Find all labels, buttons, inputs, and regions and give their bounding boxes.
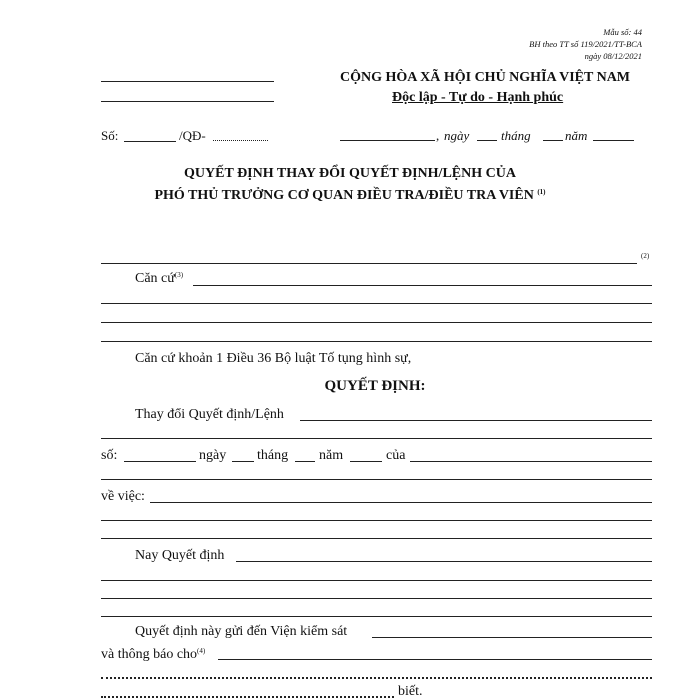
agency-line-2 <box>101 101 274 102</box>
so-decision-blank <box>124 461 196 462</box>
nay-qd-label: Nay Quyết định <box>135 548 225 563</box>
doc-title-line-1: QUYẾT ĐỊNH THAY ĐỔI QUYẾT ĐỊNH/LỆNH CỦA <box>184 166 516 181</box>
cua-blank <box>410 461 652 462</box>
ve-viec-line-2 <box>101 520 652 521</box>
send-to-line <box>372 637 652 638</box>
can-cu-line-1 <box>193 285 652 286</box>
change-line-1 <box>300 420 652 421</box>
nay-qd-line-1 <box>236 561 652 562</box>
send-to-label: Quyết định này gửi đến Viện kiểm sát <box>135 624 348 639</box>
nay-qd-line-4 <box>101 616 652 617</box>
notify-label <box>101 647 205 663</box>
notify-text: và thông báo cho <box>101 647 198 662</box>
nation-title: CỘNG HÒA XÃ HỘI CHỦ NGHĨA VIỆT NAM <box>340 70 631 85</box>
can-cu-label <box>135 271 183 287</box>
cua-line-2 <box>101 479 652 480</box>
form-issued-by: BH theo TT số 119/2021/TT-BCA <box>529 39 642 49</box>
cua-label: của <box>386 448 406 463</box>
ngay-label: ngày <box>444 128 470 143</box>
nam-decision-label: năm <box>319 448 344 463</box>
agency-line-1 <box>101 81 274 82</box>
form-code: Mẫu số: 44 <box>603 27 642 37</box>
can-cu-line-2 <box>101 303 652 304</box>
ve-viec-line-3 <box>101 538 652 539</box>
so-blank <box>124 141 176 142</box>
thang-decision-blank <box>295 461 315 462</box>
notify-line <box>218 659 652 660</box>
qd-blank <box>213 140 268 141</box>
nam-label: năm <box>565 128 588 143</box>
place-blank <box>340 140 435 141</box>
ngay-decision-label: ngày <box>199 448 227 463</box>
so-decision-label: số: <box>101 448 118 463</box>
notify-dotted-1 <box>101 677 652 679</box>
biet-label: biết. <box>398 684 423 699</box>
nam-decision-blank <box>350 461 382 462</box>
motto: Độc lập - Tự do - Hạnh phúc <box>392 90 564 105</box>
footnote-1: (1) <box>537 188 546 196</box>
doc-title-line-2 <box>0 188 700 204</box>
change-line-2 <box>101 438 652 439</box>
footnote-3: (3) <box>174 271 184 279</box>
can-cu-text: Căn cứ <box>135 271 175 286</box>
nay-qd-line-2 <box>101 580 652 581</box>
authority-line <box>101 263 637 264</box>
ngay-blank <box>477 140 497 141</box>
qd-label: /QĐ- <box>179 128 206 143</box>
doc-title-line-2-text: PHÓ THỦ TRƯỞNG CƠ QUAN ĐIỀU TRA/ĐIỀU TRA VIÊN <box>154 188 534 203</box>
date-sep: , <box>436 128 440 143</box>
change-label: Thay đổi Quyết định/Lệnh <box>135 407 284 422</box>
nam-blank <box>593 140 634 141</box>
form-meta <box>529 26 642 62</box>
ve-viec-label: về việc: <box>101 489 145 504</box>
thang-label: tháng <box>501 128 531 143</box>
thang-decision-label: tháng <box>257 448 289 463</box>
can-cu-line-4 <box>101 341 652 342</box>
decision-heading: QUYẾT ĐỊNH: <box>324 378 426 394</box>
legal-basis: Căn cứ khoản 1 Điều 36 Bộ luật Tố tụng hình sự, <box>135 351 412 366</box>
thang-blank <box>543 140 563 141</box>
footnote-4: (4) <box>197 647 206 655</box>
footnote-2: (2) <box>641 252 650 260</box>
can-cu-line-3 <box>101 322 652 323</box>
notify-dotted-2 <box>101 696 394 698</box>
nay-qd-line-3 <box>101 598 652 599</box>
ve-viec-line-1 <box>150 502 652 503</box>
ngay-decision-blank <box>232 461 254 462</box>
so-label: Số: <box>101 128 119 143</box>
form-date: ngày 08/12/2021 <box>584 51 642 61</box>
